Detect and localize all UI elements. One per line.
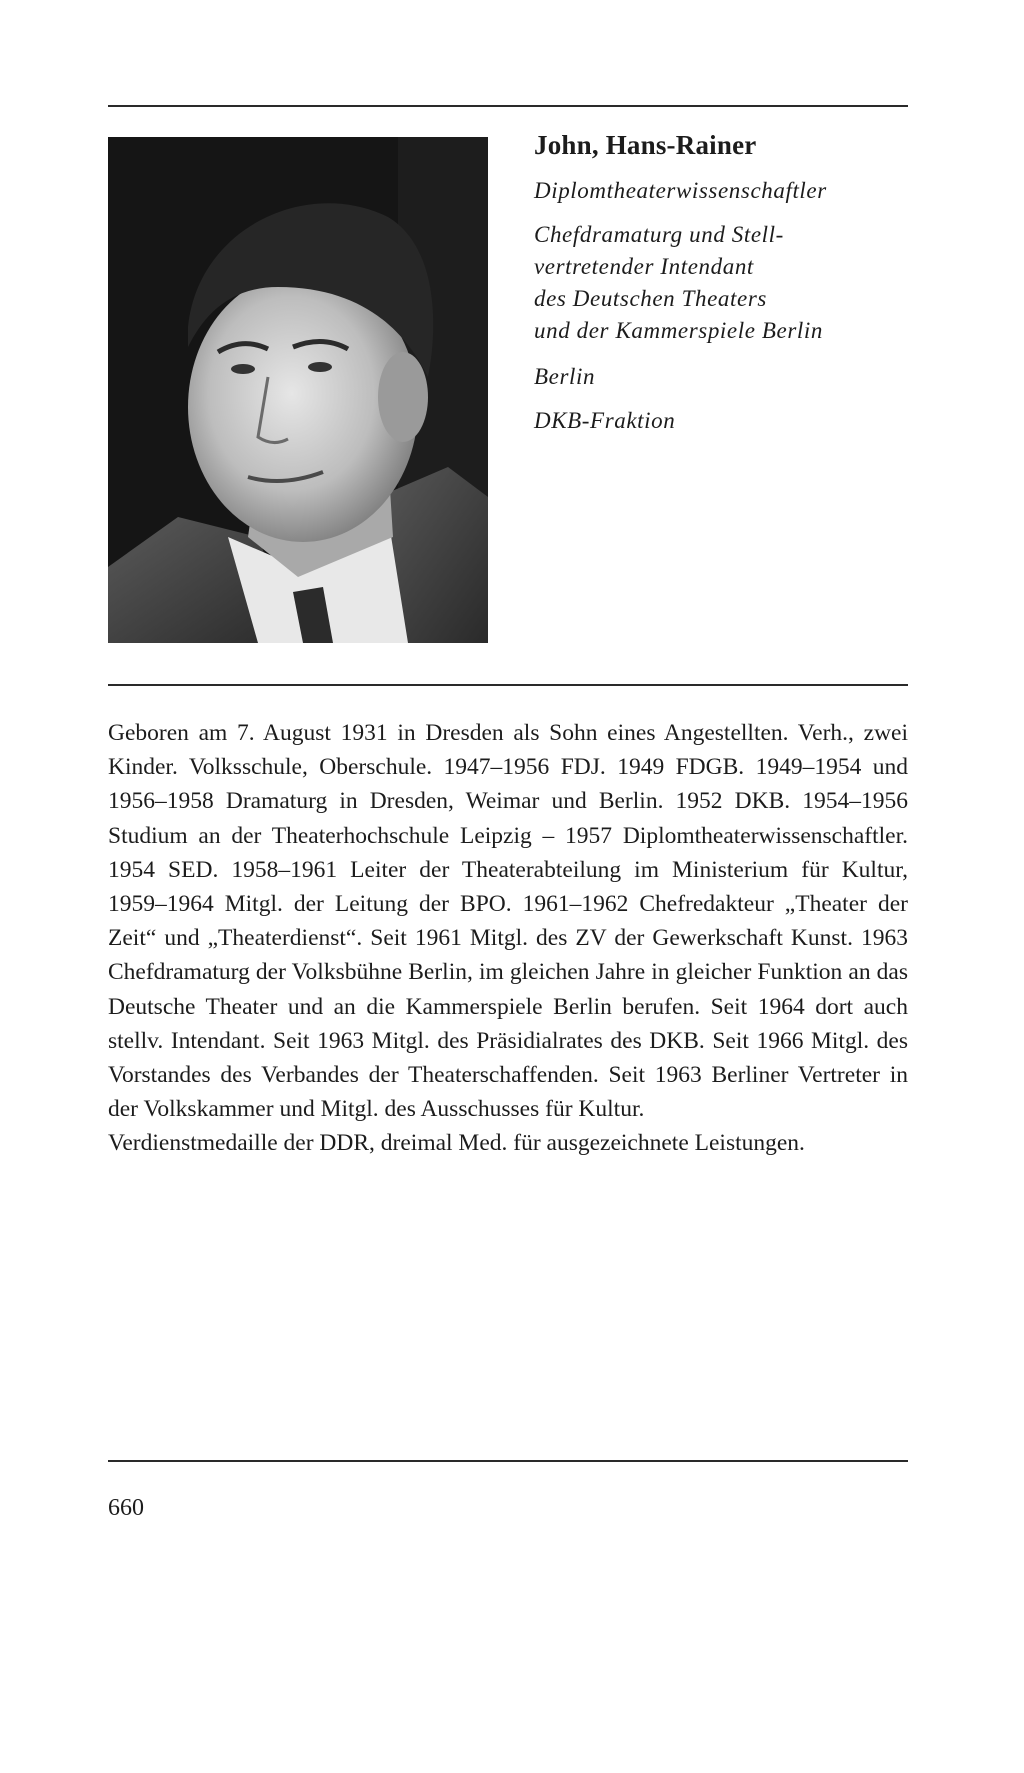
position-line: des Deutschen Theaters	[534, 286, 767, 311]
page-number: 660	[108, 1495, 144, 1521]
top-rule	[108, 105, 908, 107]
residence: Berlin	[534, 364, 596, 389]
biography	[108, 716, 908, 1161]
academic-title: Diplomtheaterwissenschaftler	[534, 178, 827, 203]
bottom-rule	[108, 1460, 908, 1462]
entry-header	[534, 130, 914, 449]
biography-paragraph: Geboren am 7. August 1931 in Dresden als Sohn eines Angestellten. Verh., zwei Kinder. Volksschule, Oberschule. 1947–1956 FDJ. 1949 FDGB. 1949–1954 und 1956–1958 Dramaturg in Dresden, Weimar und Berlin. 1952 DKB. 1954–1956 Studium an der Theaterhochschule Leipzig – 1957 Diplomtheaterwissenschaftler. 1954 SED. 1958–1961 Leiter der Theaterabteilung im Ministerium für Kultur, 1959–1964 Mitgl. der Leitung der BPO. 1961–1962 Chefredakteur „Theater der Zeit“ und „Theaterdienst“. Seit 1961 Mitgl. des ZV der Gewerkschaft Kunst. 1963 Chefdramaturg der Volksbühne Berlin, im gleichen Jahre in gleicher Funktion an das Deutsche Theater und an die Kammerspiele Berlin berufen. Seit 1964 dort auch stellv. Intendant. Seit 1963 Mitgl. des Präsidialrates des DKB. Seit 1966 Mitgl. des Vorstandes des Verbandes der Theaterschaffenden. Seit 1963 Berliner Vertreter in der Volkskammer und Mitgl. des Ausschusses für Kultur.	[108, 720, 908, 1123]
position-line: und der Kammerspiele Berlin	[534, 318, 823, 343]
position-description	[534, 219, 914, 347]
position-line: Chefdramaturg und Stell-	[534, 222, 784, 247]
person-name: John, Hans-Rainer	[534, 130, 757, 160]
portrait-photo	[108, 137, 488, 643]
faction: DKB-Fraktion	[534, 408, 676, 433]
awards-paragraph: Verdienstmedaille der DDR, dreimal Med. für ausgezeichnete Leistungen.	[108, 1130, 805, 1157]
middle-rule	[108, 684, 908, 686]
position-line: vertretender Intendant	[534, 254, 754, 279]
